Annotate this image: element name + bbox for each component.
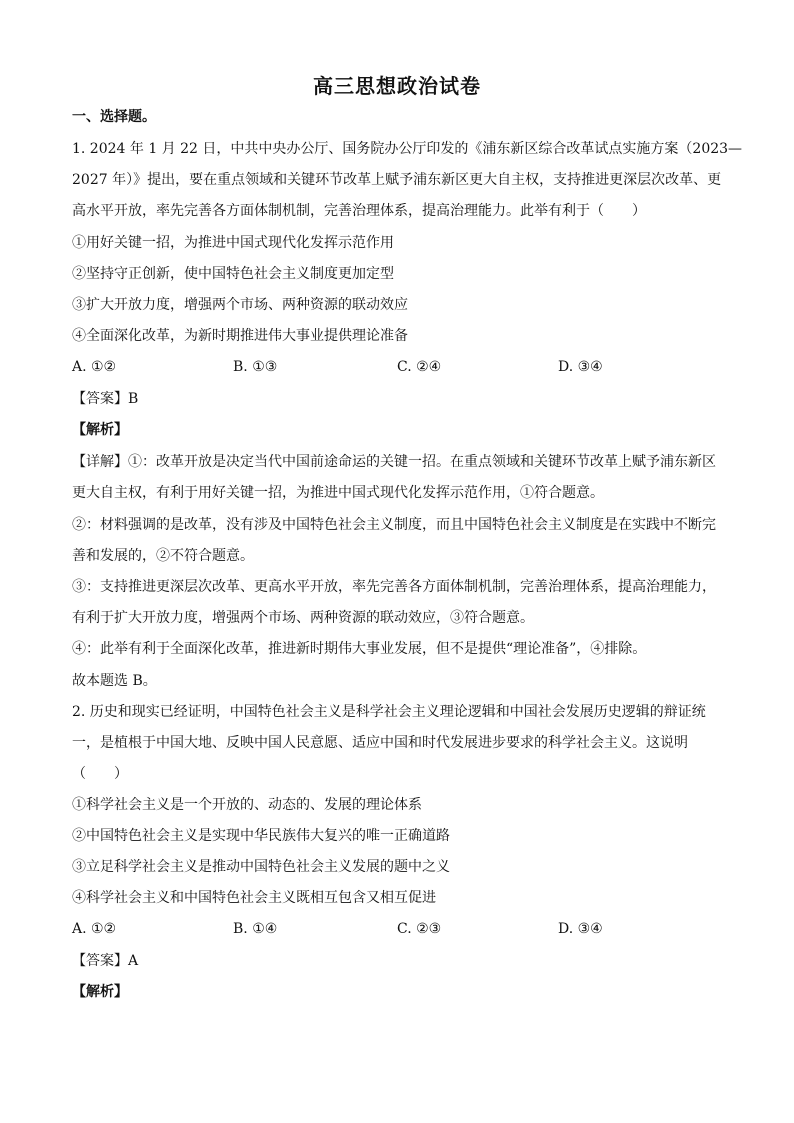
q1-option-c: C. ②④ — [397, 359, 442, 375]
q1-stem-line-1: 1. 2024 年 1 月 22 日，中共中央办公厅、国务院办公厅印发的《浦东新区综合改革试点实施方案（2023— — [72, 141, 743, 157]
q2-stem-line-1: 2. 历史和现实已经证明，中国特色社会主义是科学社会主义理论逻辑和中国社会发展历史逻辑的辩证统 — [72, 704, 706, 720]
page-title: 高三思想政治试卷 — [313, 74, 481, 98]
q1-detail-line-3: ②：材料强调的是改革，没有涉及中国特色社会主义制度，而且中国特色社会主义制度是在实践中不断完 — [72, 517, 716, 533]
q2-option-a: A. ①② — [72, 921, 117, 937]
q1-statement-4: ④全面深化改革，为新时期推进伟大事业提供理论准备 — [72, 328, 408, 344]
q1-answer: 【答案】B — [72, 391, 139, 407]
q2-statement-4: ④科学社会主义和中国特色社会主义既相互包含又相互促进 — [72, 890, 436, 906]
q2-statement-2: ②中国特色社会主义是实现中华民族伟大复兴的唯一正确道路 — [72, 828, 450, 844]
q1-detail-line-7: ④：此举有利于全面深化改革，推进新时期伟大事业发展，但不是提供“理论准备”，④排除。 — [72, 641, 647, 657]
q2-analysis-label: 【解析】 — [72, 984, 128, 1000]
q2-stem-line-3: （ ） — [72, 766, 128, 782]
q1-detail-line-5: ③：支持推进更深层次改革、更高水平开放，率先完善各方面体制机制，完善治理体系，提高治理能力， — [72, 579, 716, 595]
q1-detail-line-1: 【详解】①：改革开放是决定当代中国前途命运的关键一招。在重点领域和关键环节改革上赋予浦东新区 — [72, 454, 716, 470]
q2-answer: 【答案】A — [72, 953, 139, 969]
q1-option-b: B. ①③ — [233, 359, 278, 375]
q1-stem-line-2: 2027 年）》提出，要在重点领域和关键环节改革上赋予浦东新区更大自主权，支持推进更深层次改革、更 — [72, 172, 722, 188]
q1-option-d: D. ③④ — [558, 359, 603, 375]
q1-detail-line-6: 有利于扩大开放力度，增强两个市场、两种资源的联动效应，③符合题意。 — [72, 610, 534, 626]
q2-statement-1: ①科学社会主义是一个开放的、动态的、发展的理论体系 — [72, 797, 422, 813]
q1-option-a: A. ①② — [72, 359, 117, 375]
q1-detail-line-2: 更大自主权，有利于用好关键一招，为推进中国式现代化发挥示范作用，①符合题意。 — [72, 485, 604, 501]
section-heading: 一、选择题。 — [72, 109, 156, 125]
q2-statement-3: ③立足科学社会主义是推动中国特色社会主义发展的题中之义 — [72, 859, 450, 875]
q2-stem-line-2: 一，是植根于中国大地、反映中国人民意愿、适应中国和时代发展进步要求的科学社会主义。这说明 — [72, 735, 688, 751]
q1-detail-line-8: 故本题选 B。 — [72, 673, 157, 689]
q2-option-d: D. ③④ — [558, 921, 603, 937]
q1-statement-1: ①用好关键一招，为推进中国式现代化发挥示范作用 — [72, 235, 394, 251]
q2-option-b: B. ①④ — [233, 921, 278, 937]
q2-option-c: C. ②③ — [397, 921, 442, 937]
q1-detail-line-4: 善和发展的，②不符合题意。 — [72, 548, 254, 564]
q1-statement-2: ②坚持守正创新，使中国特色社会主义制度更加定型 — [72, 266, 394, 282]
q1-stem-line-3: 高水平开放，率先完善各方面体制机制，完善治理体系，提高治理能力。此举有利于（ ） — [72, 203, 646, 219]
q1-analysis-label: 【解析】 — [72, 422, 128, 438]
q1-statement-3: ③扩大开放力度，增强两个市场、两种资源的联动效应 — [72, 297, 408, 313]
